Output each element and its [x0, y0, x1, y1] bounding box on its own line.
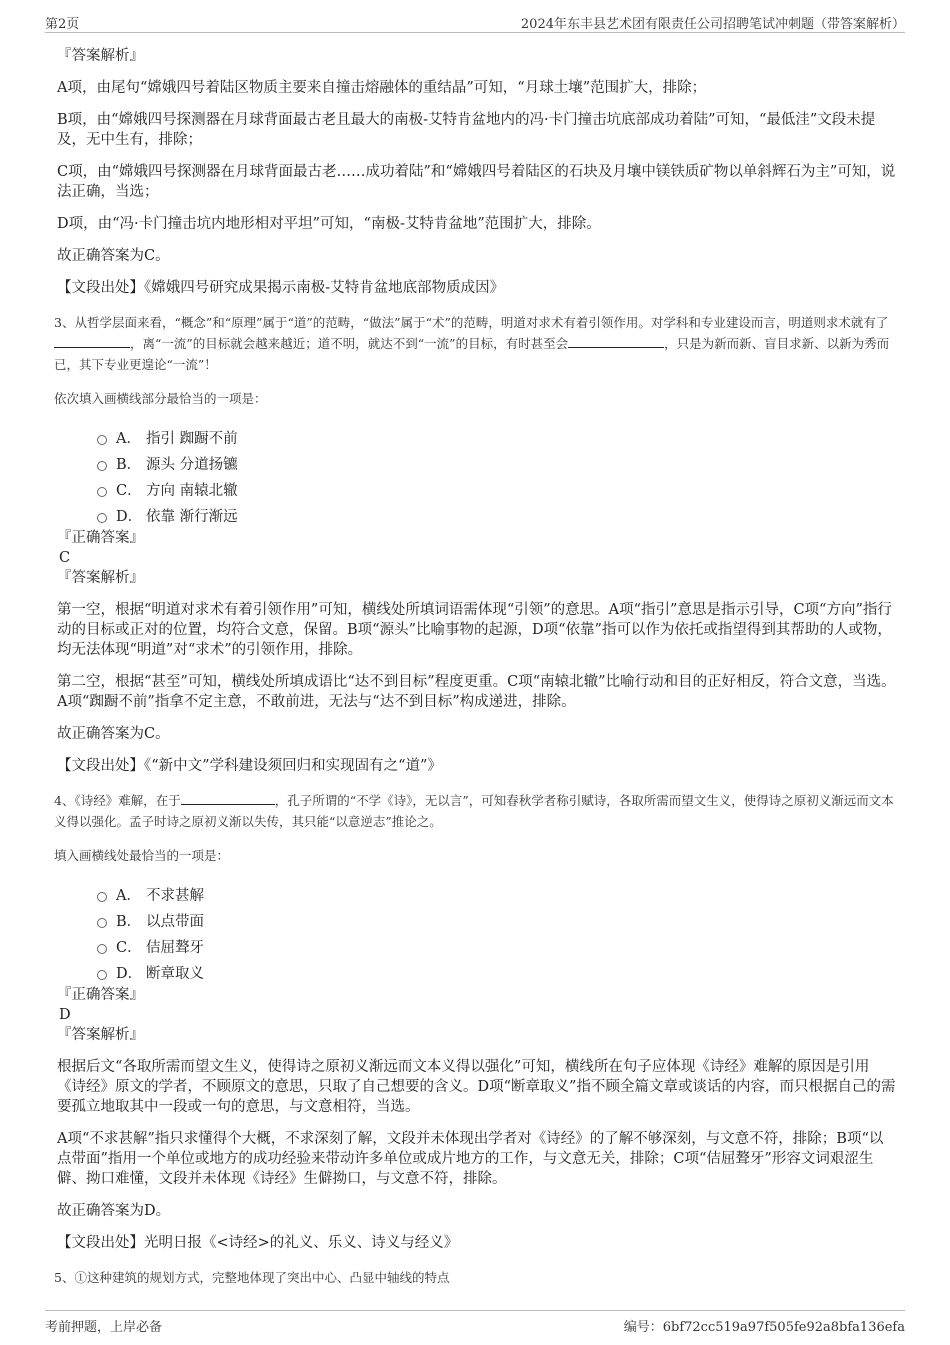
- radio-icon[interactable]: [97, 487, 107, 497]
- correct-answer-value: D: [59, 1007, 71, 1023]
- footer-slogan: 考前押题，上岸必备: [45, 1320, 163, 1335]
- option-b[interactable]: B． 源头 分道扬镳: [97, 450, 897, 476]
- analysis-paragraph: 第二空，根据“甚至”可知，横线处所填成语比“达不到目标”程度更重。C项“南辕北辙”比喻行动和目的正好相反，符合文意，当选。A项“踟蹰不前”指拿不定主意，不敢前进，无法与“达不到目标”构成递进，排除。: [57, 674, 896, 710]
- document-id: 编号：6bf72cc519a97f505fe92a8bfa136efa: [623, 1320, 905, 1335]
- option-d[interactable]: D． 断章取义: [97, 959, 897, 985]
- radio-icon[interactable]: [97, 944, 107, 954]
- analysis-label: 『答案解析』: [57, 570, 144, 586]
- option-d[interactable]: D． 依靠 渐行渐远: [97, 502, 897, 528]
- radio-icon[interactable]: [97, 970, 107, 980]
- question-2-analysis: [57, 46, 897, 298]
- question-stem: 4、《诗经》难解，在于 ，孔子所谓的“不学《诗》，无以言”，可知春秋学者称引赋诗，各取所需而望文生义，使得诗之原初义渐远而文本义得以强化。孟子时诗之原初义渐以失传，其只能“以意逆志”推论之。: [54, 790, 897, 832]
- fill-blank: [181, 790, 275, 805]
- question-stem: 3、从哲学层面来看，“概念”和“原理”属于“道”的范畴，“做法”属于“术”的范畴，明道对求术有着引领作用。对学科和专业建设而言，明道则求术就有了，离“一流”的目标就会越来越近；道不明，就达不到“一流”的目标，有时甚至会 ，只是为新而新、盲目求新、以新为秀而已，其下专业更遑论“一流”！: [54, 315, 890, 372]
- fill-blank: [568, 333, 664, 348]
- radio-icon[interactable]: [97, 461, 107, 471]
- fill-blank: [54, 333, 130, 348]
- analysis-label: 『答案解析』: [57, 1027, 144, 1043]
- question-stem: 5、①这种建筑的规划方式，完整地体现了突出中心、凸显中轴线的特点: [54, 1270, 450, 1285]
- radio-icon[interactable]: [97, 918, 107, 928]
- correct-answer-statement: 故正确答案为C。: [57, 248, 170, 264]
- document-title: 2024年东丰县艺术团有限责任公司招聘笔试冲刺题（带答案解析）: [520, 17, 905, 32]
- option-list: [97, 881, 897, 985]
- radio-icon[interactable]: [97, 435, 107, 445]
- analysis-paragraph: 第一空，根据“明道对求术有着引领作用”可知，横线处所填词语需体现“引领”的意思。A项“指引”意思是指示引导，C项“方向”指行动的目标或正对的位置，均符合文意，保留。B项“源头”比喻事物的起源，D项“依靠”指可以作为依托或指望得到其帮助的人或物，均无法体现“明道”对“求术”的引领作用，排除。: [57, 602, 892, 658]
- correct-answer-statement: 故正确答案为D。: [57, 1203, 171, 1219]
- analysis-paragraph: 根据后文“各取所需而望文生义，使得诗之原初义渐远而文本义得以强化”可知，横线所在句子应体现《诗经》难解的原因是引用《诗经》原文的学者，不顾原文的意思，只取了自己想要的含义。D项“断章取义”指不顾全篇文章或谈话的内容，而只根据自己的需要孤立地取其中一段或一句的意思，与文意相符，当选。: [57, 1059, 896, 1115]
- option-a[interactable]: A． 指引 踟蹰不前: [97, 424, 897, 450]
- source-citation: 【文段出处】光明日报《<诗经>的礼义、乐义、诗义与经义》: [57, 1235, 459, 1251]
- source-citation: 【文段出处】《“新中文”学科建设须回归和实现固有之“道”》: [57, 758, 442, 774]
- page-footer: [45, 1310, 905, 1333]
- page-content: [54, 46, 897, 1288]
- option-b[interactable]: B． 以点带面: [97, 907, 897, 933]
- question-3: [54, 312, 897, 776]
- analysis-paragraph: D项，由“冯·卡门撞击坑内地形相对平坦”可知，“南极-艾特肯盆地”范围扩大，排除。: [57, 216, 601, 232]
- question-instruction: 依次填入画横线部分最恰当的一项是：: [54, 391, 267, 406]
- page-header: [45, 12, 905, 33]
- option-list: [97, 424, 897, 528]
- option-c[interactable]: C． 佶屈聱牙: [97, 933, 897, 959]
- analysis-paragraph: A项，由尾句“嫦娥四号着陆区物质主要来自撞击熔融体的重结晶”可知，“月球土壤”范围扩大，排除；: [57, 80, 707, 96]
- question-5: [54, 1267, 897, 1288]
- correct-answer-statement: 故正确答案为C。: [57, 726, 170, 742]
- radio-icon[interactable]: [97, 892, 107, 902]
- source-citation: 【文段出处】《嫦娥四号研究成果揭示南极-艾特肯盆地底部物质成因》: [57, 280, 505, 296]
- option-c[interactable]: C． 方向 南辕北辙: [97, 476, 897, 502]
- analysis-label: 『答案解析』: [57, 48, 144, 64]
- correct-answer-label: 『正确答案』: [57, 530, 144, 546]
- correct-answer-label: 『正确答案』: [57, 987, 144, 1003]
- analysis-paragraph: C项，由“嫦娥四号探测器在月球背面最古老……成功着陆”和“嫦娥四号着陆区的石块及月壤中镁铁质矿物以单斜辉石为主”可知，说法正确，当选；: [57, 164, 896, 200]
- question-4: [54, 790, 897, 1253]
- question-instruction: 填入画横线处最恰当的一项是：: [54, 848, 230, 863]
- option-a[interactable]: A． 不求甚解: [97, 881, 897, 907]
- analysis-paragraph: B项，由“嫦娥四号探测器在月球背面最古老且最大的南极-艾特肯盆地内的冯·卡门撞击坑底部成功着陆”可知，“最低洼”文段未提及，无中生有，排除；: [57, 112, 876, 148]
- radio-icon[interactable]: [97, 513, 107, 523]
- correct-answer-value: C: [59, 550, 71, 566]
- analysis-paragraph: A项“不求甚解”指只求懂得个大概，不求深刻了解，文段并未体现出学者对《诗经》的了解不够深刻，与文意不符，排除；B项“以点带面”指用一个单位或地方的成功经验来带动许多单位或成片地方的工作，与文意无关，排除；C项“佶屈聱牙”形容文词艰涩生僻、拗口难懂，文段并未体现《诗经》生僻拗口，与文意不符，排除。: [57, 1131, 884, 1187]
- page-number: 第2页: [45, 17, 80, 32]
